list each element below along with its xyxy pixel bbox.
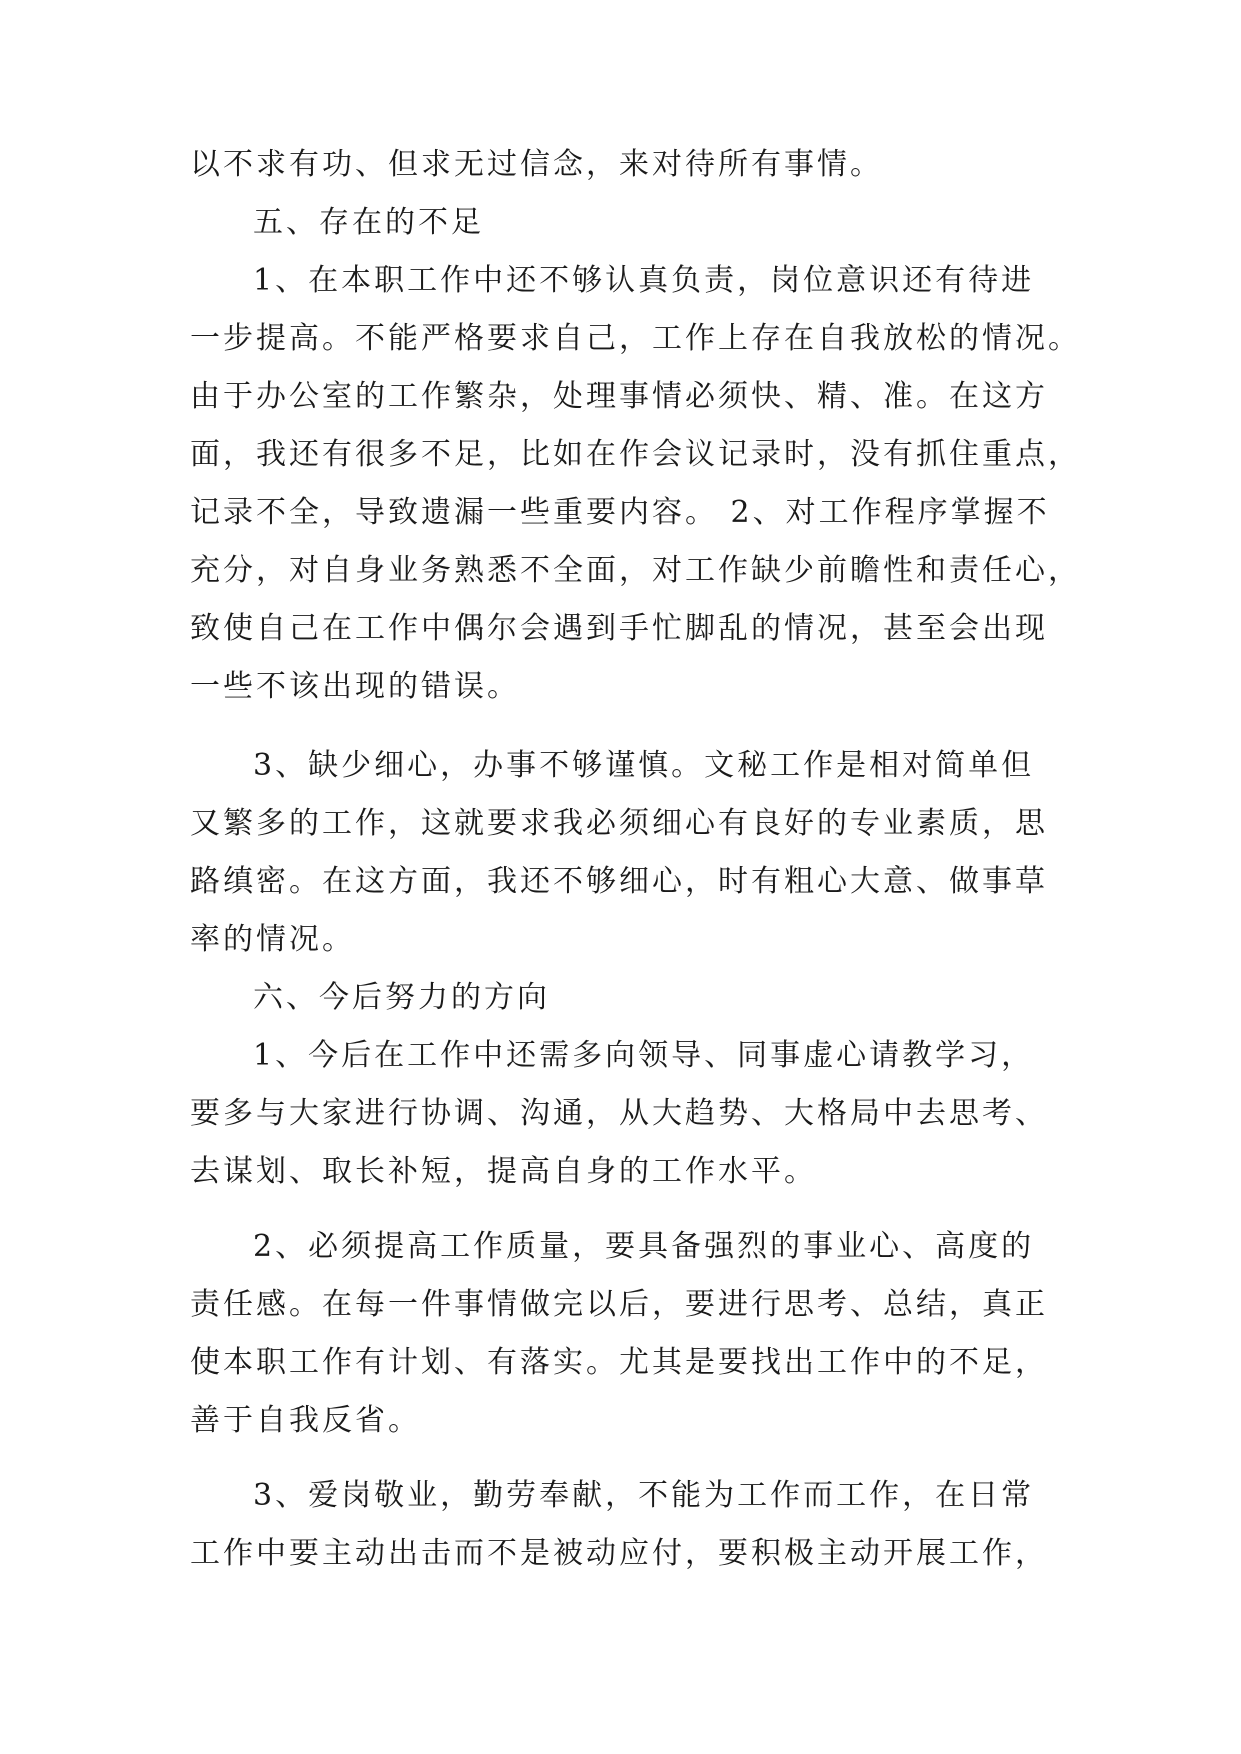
text-line: 致使自己在工作中偶尔会遇到手忙脚乱的情况，甚至会出现: [190, 611, 1048, 646]
text-line: 记录不全，导致遗漏一些重要内容。 2、对工作程序掌握不: [190, 495, 1050, 530]
section-heading: 五、存在的不足: [253, 205, 484, 240]
text-line: 3、缺少细心，办事不够谨慎。文秘工作是相对简单但: [253, 748, 1035, 783]
text-line: 一步提高。不能严格要求自己，工作上存在自我放松的情况。: [190, 321, 1081, 356]
text-line: 3、爱岗敬业，勤劳奉献，不能为工作而工作，在日常: [253, 1478, 1035, 1513]
section-heading: 六、今后努力的方向: [253, 980, 550, 1015]
text-line: 一些不该出现的错误。: [190, 669, 520, 704]
text-line: 善于自我反省。: [190, 1403, 421, 1438]
text-line: 面，我还有很多不足，比如在作会议记录时，没有抓住重点，: [190, 437, 1081, 472]
text-line: 以不求有功、但求无过信念，来对待所有事情。: [190, 147, 883, 182]
text-line: 使本职工作有计划、有落实。尤其是要找出工作中的不足，: [190, 1345, 1048, 1380]
text-line: 充分，对自身业务熟悉不全面，对工作缺少前瞻性和责任心，: [190, 553, 1081, 588]
text-line: 责任感。在每一件事情做完以后，要进行思考、总结，真正: [190, 1287, 1048, 1322]
text-line: 又繁多的工作，这就要求我必须细心有良好的专业素质，思: [190, 806, 1048, 841]
text-line: 去谋划、取长补短，提高自身的工作水平。: [190, 1154, 817, 1189]
text-line: 由于办公室的工作繁杂，处理事情必须快、精、准。在这方: [190, 379, 1048, 414]
text-line: 1、今后在工作中还需多向领导、同事虚心请教学习，: [253, 1038, 1035, 1073]
text-line: 工作中要主动出击而不是被动应付，要积极主动开展工作，: [190, 1536, 1048, 1571]
text-line: 率的情况。: [190, 922, 355, 957]
text-line: 1、在本职工作中还不够认真负责，岗位意识还有待进: [253, 263, 1035, 298]
text-line: 要多与大家进行协调、沟通，从大趋势、大格局中去思考、: [190, 1096, 1048, 1131]
text-line: 路缜密。在这方面，我还不够细心，时有粗心大意、做事草: [190, 864, 1048, 899]
text-line: 2、必须提高工作质量，要具备强烈的事业心、高度的: [253, 1229, 1035, 1264]
